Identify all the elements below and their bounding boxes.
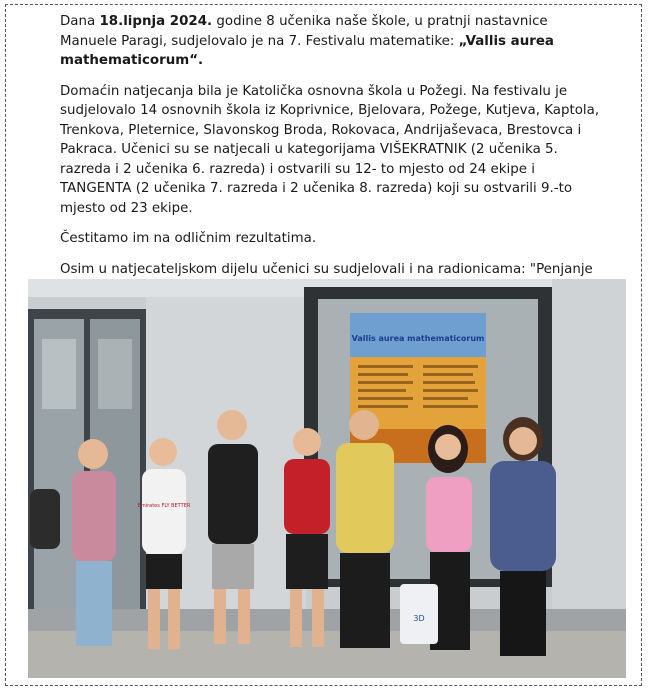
- photo-illustration: [28, 279, 626, 678]
- group-photo: [28, 279, 626, 678]
- p1-middle: godine 8 učenika naše škole, u pratnji nastavnice Manuele Paragi, sudjelovalo je na 7. Festivalu matematike:: [60, 14, 548, 49]
- paragraph-4: Osim u natjecateljskom dijelu učenici su sudjelovali i na radionicama: "Penjanje: [60, 261, 593, 277]
- shirt-text: Emirates FLY BETTER: [137, 503, 191, 509]
- article-text: [60, 12, 600, 310]
- p1-intro: Dana: [60, 14, 100, 29]
- paragraph-3: Čestitamo im na odličnim rezultatima.: [60, 231, 317, 246]
- event-date: 18.lipnja 2024.: [99, 14, 213, 29]
- festival-name: „Vallis aurea mathematicorum“.: [60, 33, 554, 68]
- poster-title: Vallis aurea mathematicorum: [351, 334, 485, 343]
- paragraph-1: [60, 12, 600, 71]
- paragraph-2: Domaćin natjecanja bila je Katolička osnovna škola u Požegi. Na festivalu je sudjelovalo 14 osnovnih škola iz Koprivnice, Bjelovara, Požege, Kutjeva, Kaptola, Trenkova, Pleternice, Slavonskog Broda, Rokovaca, Andrijaševaca, Brestovca i Pakraca. Učenici su se natjecali u kategorijama VIŠEKRATNIK (2 učenika 5. razreda i 2 učenika 6. razreda) i ostvarili su 12- to mjesto od 24 ekipe i TANGENTA (2 učenika 7. razreda i 2 učenika 8. razreda) koji su ostvarili 9.-to mjesto od 23 ekipe.: [60, 83, 600, 216]
- bag-text: 3D: [413, 614, 425, 623]
